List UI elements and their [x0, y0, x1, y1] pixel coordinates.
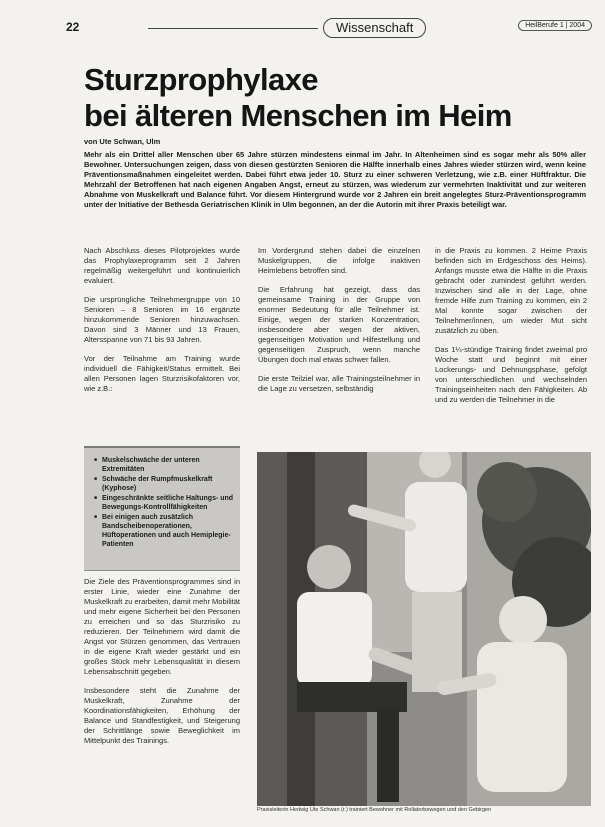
title-line-2: bei älteren Menschen im Heim — [84, 98, 512, 133]
paragraph: Die erste Teilziel war, alle Trainingsteilnehmer in die Lage zu versetzen, selbständig — [258, 374, 420, 393]
risk-factors-box — [84, 446, 240, 571]
page-number: 22 — [66, 20, 80, 34]
paragraph: in die Praxis zu kommen. 2 Heime Praxis befinden sich im Erdgeschoss des Heims). Anfangs musste etwa die Hälfte in die Praxis gebracht oder zumindest geführt werden. Inzwischen sind alle in der Lage, ohne fremde Hilfe zum Training zu kommen, ein 2 Mal konnte sogar zwischen der Teilnehmer/innen, um wieder Mut sicht zusätzlich zu üben. — [435, 246, 587, 335]
author-byline: von Ute Schwan, Ulm — [84, 137, 161, 146]
page-header — [58, 17, 598, 39]
list-item: ■ Schwäche der Rumpfmuskelkraft (Kyphose) — [94, 475, 234, 493]
list-item: ■ Eingeschränkte seitliche Haltungs- und Bewegungs-Kontrollfähigkeiten — [94, 494, 234, 512]
header-rule — [148, 28, 318, 29]
article-title — [84, 62, 512, 134]
lead-paragraph: Mehr als ein Drittel aller Menschen über 65 Jahre stürzen mindestens einmal im Jahr. In Altenheimen sind es sogar mehr als 50% aller Bewohner. Untersuchungen zeigen, dass von diesen gestürzten Senioren die Hälfte innerhalb eines Jahres wieder stürzen wird, wenn keine Präventionsmaßnahmen eingeleitet werden. Dabei führt etwa jeder 10. Sturz zu einer schweren Verletzung, wie z.B. einer Hüftfraktur. Die Mehrzahl der Betroffenen hat nach eigenen Angaben Angst, erneut zu stürzen, was wiederum zur vermehrten Inaktivität und zur weiteren Abnahme von Muskelkraft und Balance führt. Vor diesem Hintergrund wurde vor 2 Jahren ein breit angelegtes Sturz-Präventionsprogramm unter der Initiative der Bethesda Geriatrischen Klinik in Ulm begonnen, an der die Autorin mit ihrer Praxis beteiligt war. — [84, 150, 586, 209]
column-2 — [258, 246, 420, 403]
list-item: ■ Muskelschwäche der unteren Extremitäten — [94, 456, 234, 474]
photo-caption: Praxisleiterin Hedwig Ute Schwan (r.) trainiert Bewohner mit Rollatorbewegen und den Gebirgen — [257, 807, 492, 813]
list-item: ■ Bei einigen auch zusätzlich Bandscheibenoperationen, Hüftoperationen und auch Hemiplegie-Patienten — [94, 513, 234, 549]
training-photo — [257, 452, 591, 806]
magazine-issue-badge: HeilBerufe 1 | 2004 — [518, 20, 592, 31]
paragraph: Die ursprüngliche Teilnehmergruppe von 10 Senioren – 8 Senioren im 16 ergänzte hinzukommende Senioren hinzuwachsen. Davon sind 3 Männer und 13 Frauen, Altersspanne von 71 bis 93 Jahren. — [84, 295, 240, 344]
column-3 — [435, 246, 587, 414]
title-line-1: Sturzprophylaxe — [84, 62, 318, 97]
column-1 — [84, 246, 240, 403]
paragraph: Nach Abschluss dieses Pilotprojektes wurde das Prophylaxeprogramm seit 2 Jahren regelmäßig weitergeführt und kontinuierlich evaluiert. — [84, 246, 240, 285]
paragraph: Die Ziele des Präventionsprogrammes sind in erster Linie, wieder eine Zunahme der Muskelkraft zu erarbeiten, damit mehr Mobilität und mehr eigene Sicherheit bei den Personen zu erreichen und so das Sturzrisiko zu reduzieren. Der Teilnehmern wird damit die Angst vor Stürzen genommen, das Vertrauen in die eigene Kraft wieder gestärkt und ein großes Stück mehr Lebensqualität in diesem Lebensabschnitt gegeben. — [84, 577, 240, 676]
column-1-continued — [84, 577, 240, 755]
paragraph: Im Vordergrund stehen dabei die einzelnen Muskelgruppen, die infolge inaktiven Heimlebens betroffen sind. — [258, 246, 420, 275]
paragraph: Die Erfahrung hat gezeigt, dass das gemeinsame Training in der Gruppe von enormer Bedeutung für alle Teilnehmer ist. Einige, wegen der starken Konzentration, insbesondere aber wegen der aktiven, gegenseitigen Motivation und Hilfestellung und gegenseitigen Zuspruch, wenn manche Übungen doch mal etwas schwer fallen. — [258, 285, 420, 364]
paragraph: Vor der Teilnahme am Training wurde individuell die Fähigkeit/Status ermittelt. Bei allen Personen lagen Sturzrisikofaktoren vor, wie z.B.: — [84, 354, 240, 393]
paragraph: Insbesondere steht die Zunahme der Muskelkraft, Zunahme der Koordinationsfähigkeiten, Erhöhung der Balance und Standfestigkeit, und Steigerung der Schrittlänge sowie Beweglichkeit im Mittelpunkt des Trainings. — [84, 686, 240, 745]
photo-illustration — [257, 452, 591, 806]
section-label: Wissenschaft — [323, 18, 426, 38]
risk-factors-list — [84, 448, 240, 549]
paragraph: Das 1¼-stündige Training findet zweimal pro Woche statt und beginnt mit einer Lockerungs- und Dehnungsphase, gefolgt von unterschiedlichen und wechselnden Trainingseinheiten nach den Fähigkeiten. Ab und zu werden die Teilnehmer in die — [435, 345, 587, 404]
